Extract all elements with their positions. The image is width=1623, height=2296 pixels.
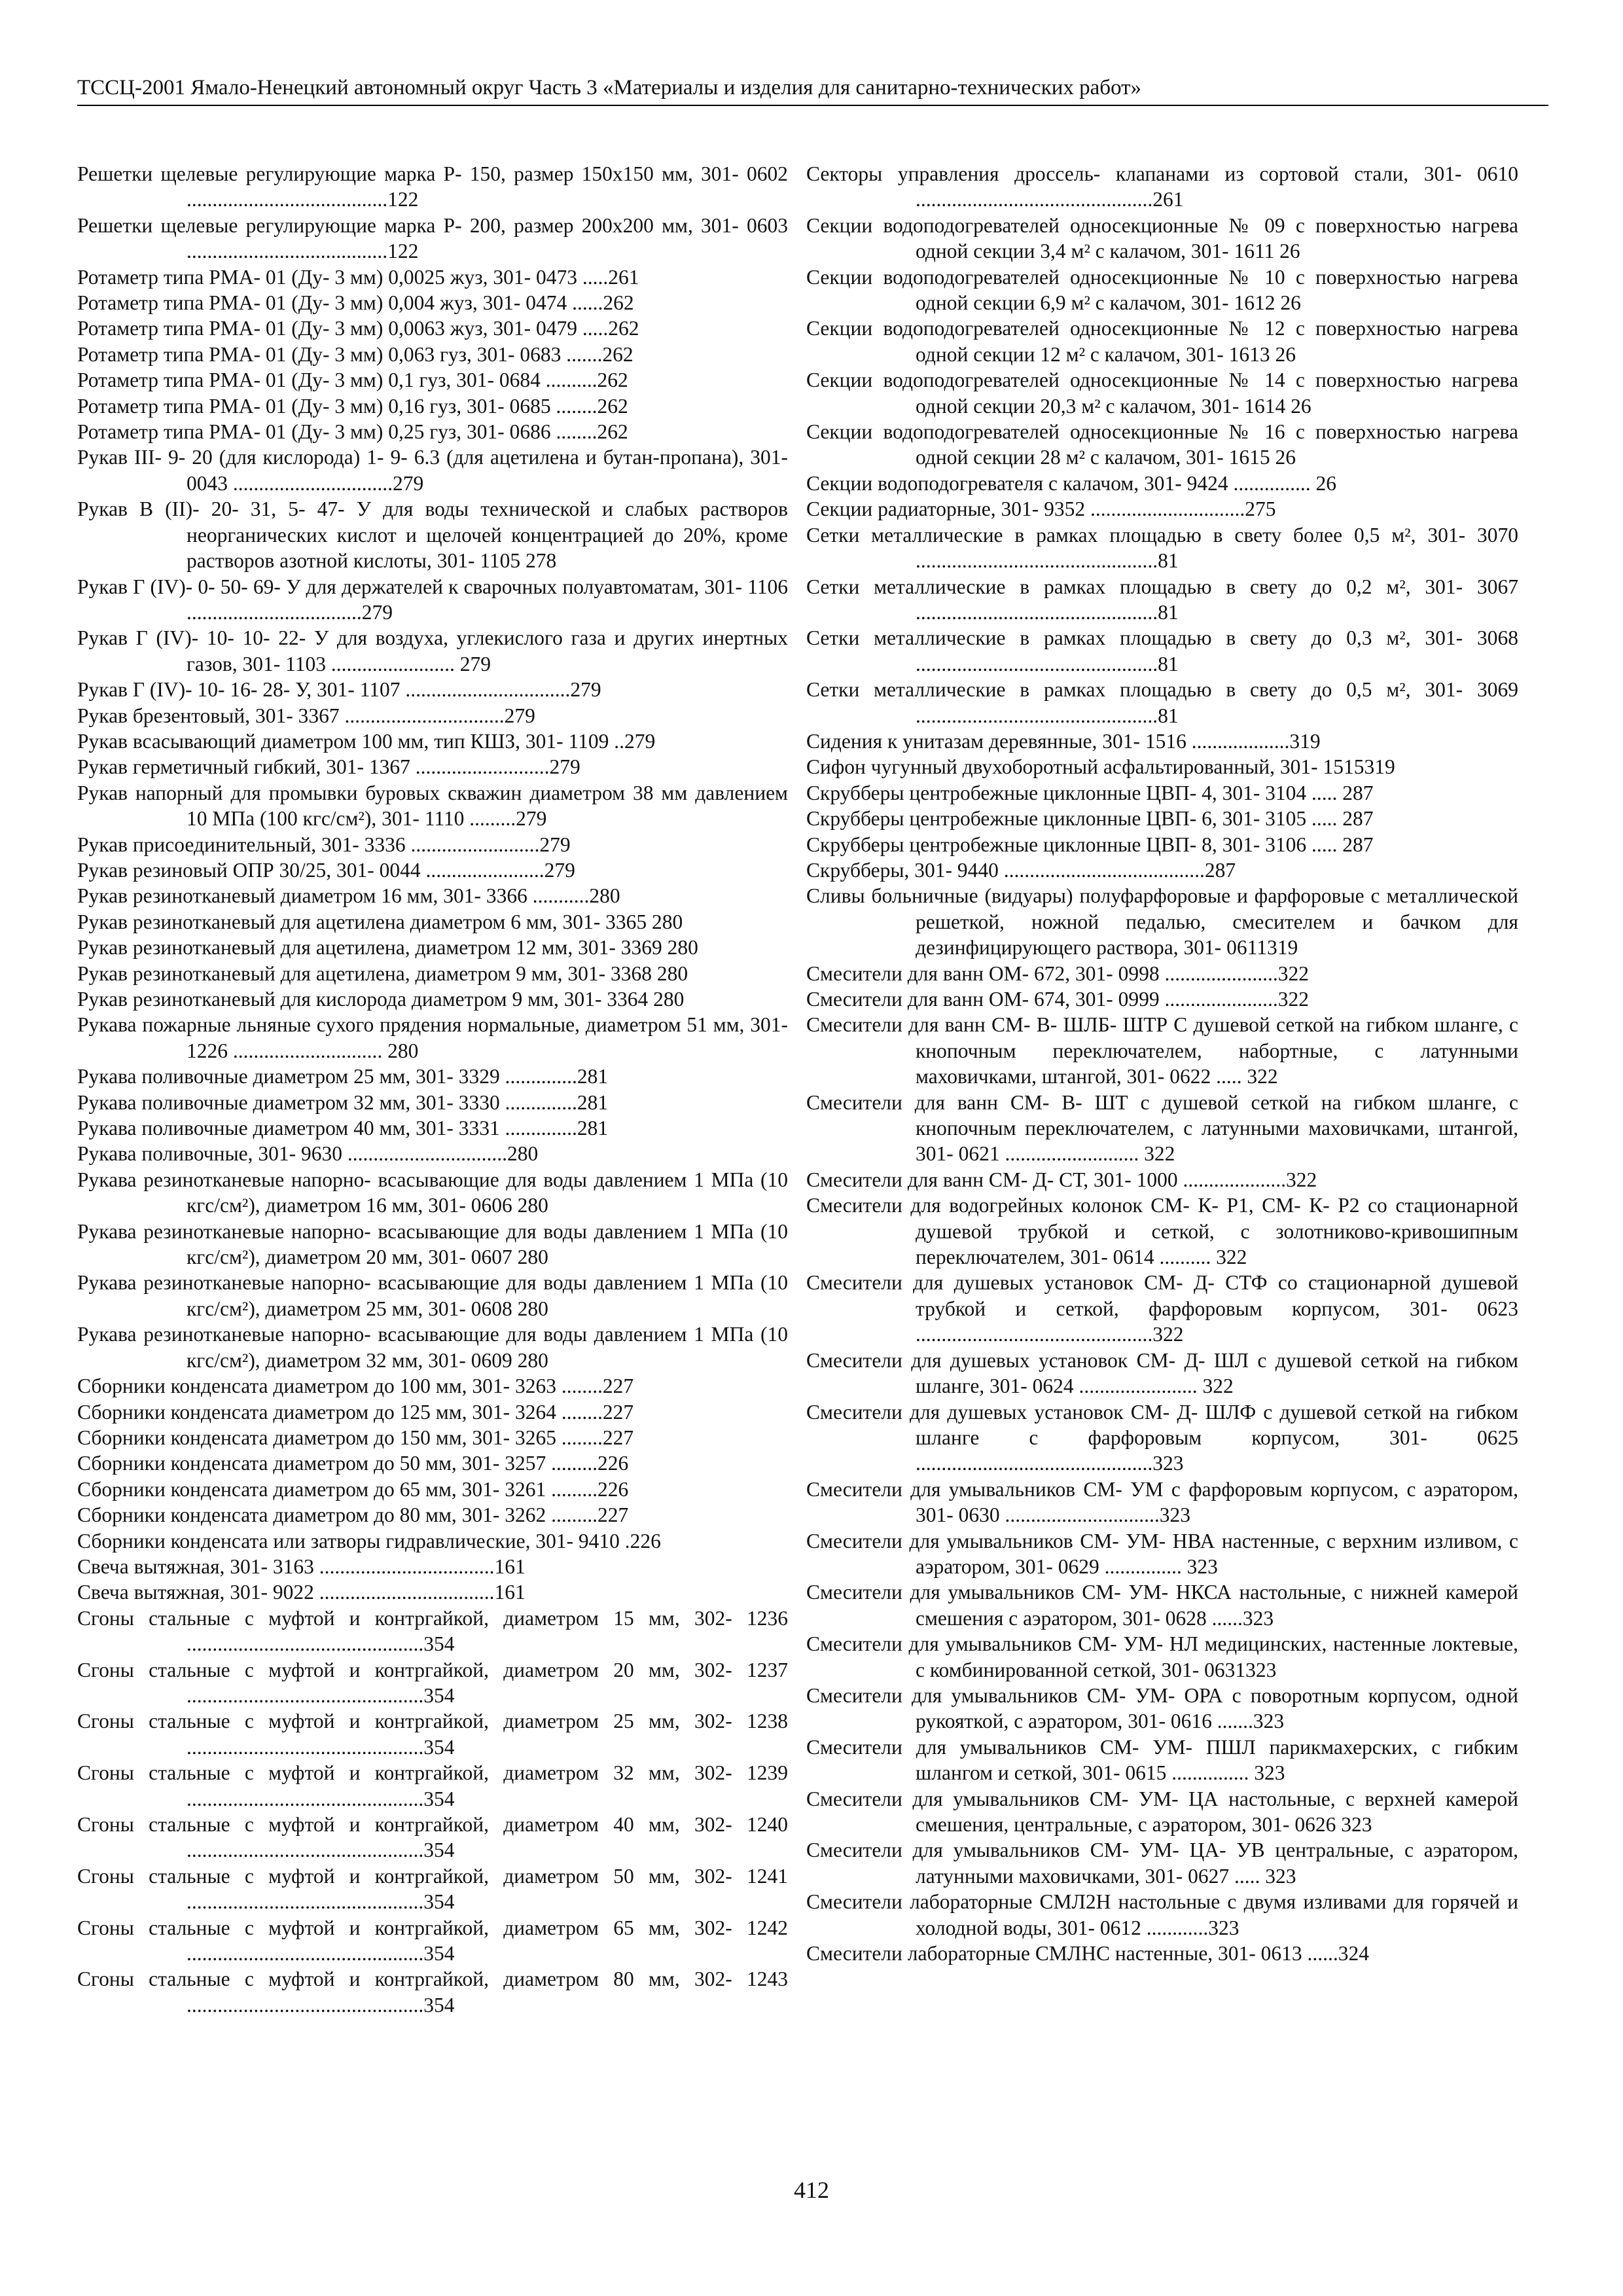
index-entry: Рукав резинотканевый для кислорода диаметром 9 мм, 301- 3364 280 <box>77 988 685 1011</box>
index-entry: Ротаметр типа РМА- 01 (Ду- 3 мм) 0,0063 жуз, 301- 0479 .....262 <box>77 317 639 340</box>
index-entry: Сборники конденсата или затворы гидравлические, 301- 9410 .226 <box>77 1529 661 1552</box>
index-entry: Рукав Г (IV)- 10- 16- 28- У, 301- 1107 ................................279 <box>77 678 601 702</box>
index-entry: Сборники конденсата диаметром до 100 мм, 301- 3263 ........227 <box>77 1374 634 1398</box>
index-entry: Сгоны стальные с муфтой и контргайкой, диаметром 25 мм, 302- 1238 ..............................................354 <box>77 1710 788 1759</box>
index-column-left <box>77 161 788 2018</box>
index-entry: Смесители для душевых установок СМ- Д- СТФ со стационарной душевой трубкой и сеткой, фарфоровым корпусом, 301- 0623 ..............................................322 <box>806 1271 1518 1346</box>
index-entry: Скрубберы, 301- 9440 .......................................287 <box>806 858 1236 882</box>
index-entry: Секции водоподогревателей односекционные № 09 с поверхностью нагрева одной секции 3,4 м² с калачом, 301- 1611 26 <box>806 213 1518 263</box>
index-entry: Сгоны стальные с муфтой и контргайкой, диаметром 15 мм, 302- 1236 ..............................................354 <box>77 1606 788 1656</box>
index-entry: Сборники конденсата диаметром до 80 мм, 301- 3262 .........227 <box>77 1503 629 1527</box>
index-entry: Скрубберы центробежные циклонные ЦВП- 8, 301- 3106 ..... 287 <box>806 833 1374 856</box>
index-entry: Рукав герметичный гибкий, 301- 1367 ..........................279 <box>77 755 580 779</box>
index-entry: Смесители для водогрейных колонок СМ- К- Р1, СМ- К- Р2 со стационарной душевой трубкой и сеткой, с золотниково-кривошипным переключателем, 301- 0614 .......... 322 <box>806 1194 1518 1269</box>
index-entry: Рукав присоединительный, 301- 3336 .........................279 <box>77 833 571 856</box>
index-entry: Сборники конденсата диаметром до 125 мм, 301- 3264 ........227 <box>77 1400 634 1424</box>
index-entry: Секции водоподогревателей односекционные № 14 с поверхностью нагрева одной секции 20,3 м² с калачом, 301- 1614 26 <box>806 368 1518 418</box>
index-entry: Смесители для умывальников СМ- УМ- НКСА настольные, с нижней камерой смешения с аэратором, 301- 0628 ......323 <box>806 1581 1518 1630</box>
index-entry: Ротаметр типа РМА- 01 (Ду- 3 мм) 0,16 гуз, 301- 0685 ........262 <box>77 394 628 418</box>
index-entry: Рукава резинотканевые напорно- всасывающие для воды давлением 1 МПа (10 кгс/см²), диаметром 20 мм, 301- 0607 280 <box>77 1219 788 1269</box>
index-entry: Сгоны стальные с муфтой и контргайкой, диаметром 80 мм, 302- 1243 ..............................................354 <box>77 1967 788 2017</box>
index-entry: Ротаметр типа РМА- 01 (Ду- 3 мм) 0,004 жуз, 301- 0474 ......262 <box>77 291 634 315</box>
index-entry: Рукава поливочные диаметром 25 мм, 301- 3329 ..............281 <box>77 1065 609 1088</box>
index-entry: Сгоны стальные с муфтой и контргайкой, диаметром 50 мм, 302- 1241 ..............................................354 <box>77 1864 788 1914</box>
index-column-right <box>806 161 1518 1966</box>
index-entry: Рукав резиновый ОПР 30/25, 301- 0044 .......................279 <box>77 858 575 882</box>
index-entry: Рукав всасывающий диаметром 100 мм, тип КШЗ, 301- 1109 ..279 <box>77 729 656 753</box>
index-entry: Рукав напорный для промывки буровых скважин диаметром 38 мм давлением 10 МПа (100 кгс/см²), 301- 1110 .........279 <box>77 781 788 831</box>
index-entry: Сборники конденсата диаметром до 50 мм, 301- 3257 .........226 <box>77 1452 629 1475</box>
index-entry: Смесители для ванн СМ- В- ШЛБ- ШТР С душевой сеткой на гибком шланге, с кнопочным переключателем, набортные, с латунными маховичками, штангой, 301- 0622 ..... 322 <box>806 1013 1518 1088</box>
index-entry: Сборники конденсата диаметром до 150 мм, 301- 3265 ........227 <box>77 1426 634 1449</box>
index-entry: Рукав резинотканевый для ацетилена, диаметром 9 мм, 301- 3368 280 <box>77 961 688 985</box>
index-entry: Сидения к унитазам деревянные, 301- 1516 ...................319 <box>806 729 1321 753</box>
index-entry: Смесители для умывальников СМ- УМ- НЛ медицинских, настенные локтевые, с комбинированной сеткой, 301- 0631323 <box>806 1632 1518 1681</box>
index-entry: Сгоны стальные с муфтой и контргайкой, диаметром 32 мм, 302- 1239 ..............................................354 <box>77 1761 788 1810</box>
index-entry: Решетки щелевые регулирующие марка Р- 150, размер 150x150 мм, 301- 0602 .......................................122 <box>77 162 788 211</box>
index-entry: Ротаметр типа РМА- 01 (Ду- 3 мм) 0,1 гуз, 301- 0684 ..........262 <box>77 368 628 392</box>
index-entry: Свеча вытяжная, 301- 9022 ..................................161 <box>77 1581 526 1604</box>
index-entry: Рукава резинотканевые напорно- всасывающие для воды давлением 1 МПа (10 кгс/см²), диаметром 25 мм, 301- 0608 280 <box>77 1271 788 1320</box>
index-entry: Сливы больничные (видуары) полуфарфоровые и фарфоровые с металлической решеткой, ножной педалью, смесителем и бачком для дезинфицирующего раствора, 301- 0611319 <box>806 884 1518 960</box>
index-entry: Рукава поливочные, 301- 9630 ...............................280 <box>77 1142 539 1166</box>
running-header: ТССЦ-2001 Ямало-Ненецкий автономный округ Часть 3 «Материалы и изделия для санитарно-технических работ» <box>77 73 1548 106</box>
index-entry: Рукав В (II)- 20- 31, 5- 47- У для воды технической и слабых растворов неорганических кислот и щелочей концентрацией до 20%, кроме растворов азотной кислоты, 301- 1105 278 <box>77 497 788 573</box>
index-entry: Скрубберы центробежные циклонные ЦВП- 6, 301- 3105 ..... 287 <box>806 807 1374 831</box>
index-entry: Смесители для ванн СМ- В- ШТ с душевой сеткой на гибком шланге, с кнопочным переключателем, с латунными маховичками, штангой, 301- 0621 .......................... 322 <box>806 1090 1518 1166</box>
index-entry: Скрубберы центробежные циклонные ЦВП- 4, 301- 3104 ..... 287 <box>806 781 1374 804</box>
index-entry: Секции водоподогревателей односекционные № 12 с поверхностью нагрева одной секции 12 м² с калачом, 301- 1613 26 <box>806 317 1518 366</box>
index-entry: Смесители лабораторные СМЛНС настенные, 301- 0613 ......324 <box>806 1942 1370 1965</box>
index-entry: Смесители лабораторные СМЛ2Н настольные с двумя изливами для горячей и холодной воды, 301- 0612 ............323 <box>806 1890 1518 1939</box>
index-entry: Секторы управления дроссель- клапанами из сортовой стали, 301- 0610 ..............................................261 <box>806 162 1518 211</box>
index-entry: Сетки металлические в рамках площадью в свету до 0,3 м², 301- 3068 ...............................................81 <box>806 626 1518 675</box>
index-entry: Рукав III- 9- 20 (для кислорода) 1- 9- 6.3 (для ацетилена и бутан-пропана), 301- 0043 ...............................279 <box>77 446 788 495</box>
index-entry: Смесители для ванн СМ- Д- СТ, 301- 1000 ....................322 <box>806 1168 1317 1191</box>
index-entry: Решетки щелевые регулирующие марка Р- 200, размер 200x200 мм, 301- 0603 .......................................122 <box>77 213 788 263</box>
index-entry: Сетки металлические в рамках площадью в свету более 0,5 м², 301- 3070 ...............................................81 <box>806 523 1518 573</box>
index-entry: Свеча вытяжная, 301- 3163 ..................................161 <box>77 1554 526 1578</box>
index-entry: Рукава поливочные диаметром 40 мм, 301- 3331 ..............281 <box>77 1117 609 1140</box>
index-entry: Секции водоподогревателей односекционные № 16 с поверхностью нагрева одной секции 28 м² с калачом, 301- 1615 26 <box>806 420 1518 469</box>
index-entry: Сифон чугунный двухоборотный асфальтированный, 301- 1515319 <box>806 755 1395 779</box>
index-entry: Сборники конденсата диаметром до 65 мм, 301- 3261 .........226 <box>77 1477 629 1501</box>
index-entry: Ротаметр типа РМА- 01 (Ду- 3 мм) 0,0025 жуз, 301- 0473 .....261 <box>77 265 639 289</box>
index-entry: Рукава резинотканевые напорно- всасывающие для воды давлением 1 МПа (10 кгс/см²), диаметром 16 мм, 301- 0606 280 <box>77 1168 788 1217</box>
index-entry: Рукава поливочные диаметром 32 мм, 301- 3330 ..............281 <box>77 1090 609 1114</box>
index-entry: Рукава пожарные льняные сухого прядения нормальные, диаметром 51 мм, 301- 1226 ............................. 280 <box>77 1013 788 1062</box>
index-entry: Секции радиаторные, 301- 9352 ..............................275 <box>806 497 1276 521</box>
index-entry: Рукав Г (IV)- 0- 50- 69- У для держателей к сварочных полуавтоматам, 301- 1106 ..................................279 <box>77 575 788 624</box>
page-number: 412 <box>794 2177 829 2203</box>
index-entry: Смесители для ванн ОМ- 674, 301- 0999 ......................322 <box>806 988 1309 1011</box>
index-entry: Смесители для умывальников СМ- УМ- НВА настенные, с верхним изливом, с аэратором, 301- 0629 ............... 323 <box>806 1529 1518 1578</box>
index-entry: Смесители для душевых установок СМ- Д- ШЛ с душевой сеткой на гибком шланге, 301- 0624 ....................... 322 <box>806 1348 1518 1398</box>
index-entry: Рукав брезентовый, 301- 3367 ...............................279 <box>77 704 535 727</box>
index-entry: Сетки металлические в рамках площадью в свету до 0,5 м², 301- 3069 ...............................................81 <box>806 678 1518 727</box>
index-entry: Секции водоподогревателей односекционные № 10 с поверхностью нагрева одной секции 6,9 м² с калачом, 301- 1612 26 <box>806 265 1518 315</box>
index-entry: Смесители для умывальников СМ- УМ- ПШЛ парикмахерских, с гибким шлангом и сеткой, 301- 0615 ............... 323 <box>806 1735 1518 1785</box>
index-entry: Смесители для умывальников СМ- УМ- ЦА- УВ центральные, с аэратором, латунными маховичками, 301- 0627 ..... 323 <box>806 1839 1518 1888</box>
index-entry: Рукав резинотканевый диаметром 16 мм, 301- 3366 ...........280 <box>77 884 620 908</box>
index-entry: Смесители для умывальников СМ- УМ с фарфоровым корпусом, с аэратором, 301- 0630 ..............................323 <box>806 1477 1518 1527</box>
index-entry: Сгоны стальные с муфтой и контргайкой, диаметром 20 мм, 302- 1237 ..............................................354 <box>77 1658 788 1707</box>
index-entry: Смесители для умывальников СМ- УМ- ОРА с поворотным корпусом, одной рукояткой, с аэратором, 301- 0616 .......323 <box>806 1683 1518 1733</box>
index-entry: Рукава резинотканевые напорно- всасывающие для воды давлением 1 МПа (10 кгс/см²), диаметром 32 мм, 301- 0609 280 <box>77 1323 788 1372</box>
index-entry: Смесители для ванн ОМ- 672, 301- 0998 ......................322 <box>806 961 1309 985</box>
index-entry: Ротаметр типа РМА- 01 (Ду- 3 мм) 0,063 гуз, 301- 0683 .......262 <box>77 342 633 366</box>
index-entry: Рукав резинотканевый для ацетилена диаметром 6 мм, 301- 3365 280 <box>77 910 683 933</box>
index-entry: Рукав Г (IV)- 10- 10- 22- У для воздуха, углекислого газа и других инертных газов, 301- 1103 ........................ 279 <box>77 626 788 675</box>
index-entry: Секции водоподогревателя с калачом, 301- 9424 ............... 26 <box>806 471 1337 495</box>
index-entry: Рукав резинотканевый для ацетилена, диаметром 12 мм, 301- 3369 280 <box>77 936 698 960</box>
index-entry: Сетки металлические в рамках площадью в свету до 0,2 м², 301- 3067 ...............................................81 <box>806 575 1518 624</box>
index-entry: Ротаметр типа РМА- 01 (Ду- 3 мм) 0,25 гуз, 301- 0686 ........262 <box>77 420 628 444</box>
index-entry: Смесители для умывальников СМ- УМ- ЦА настольные, с верхней камерой смешения, центральные, с аэратором, 301- 0626 323 <box>806 1787 1518 1836</box>
index-entry: Сгоны стальные с муфтой и контргайкой, диаметром 40 мм, 302- 1240 ..............................................354 <box>77 1813 788 1862</box>
index-entry: Смесители для душевых установок СМ- Д- ШЛФ с душевой сеткой на гибком шланге с фарфоровым корпусом, 301- 0625 ..............................................323 <box>806 1400 1518 1475</box>
index-entry: Сгоны стальные с муфтой и контргайкой, диаметром 65 мм, 302- 1242 ..............................................354 <box>77 1916 788 1965</box>
